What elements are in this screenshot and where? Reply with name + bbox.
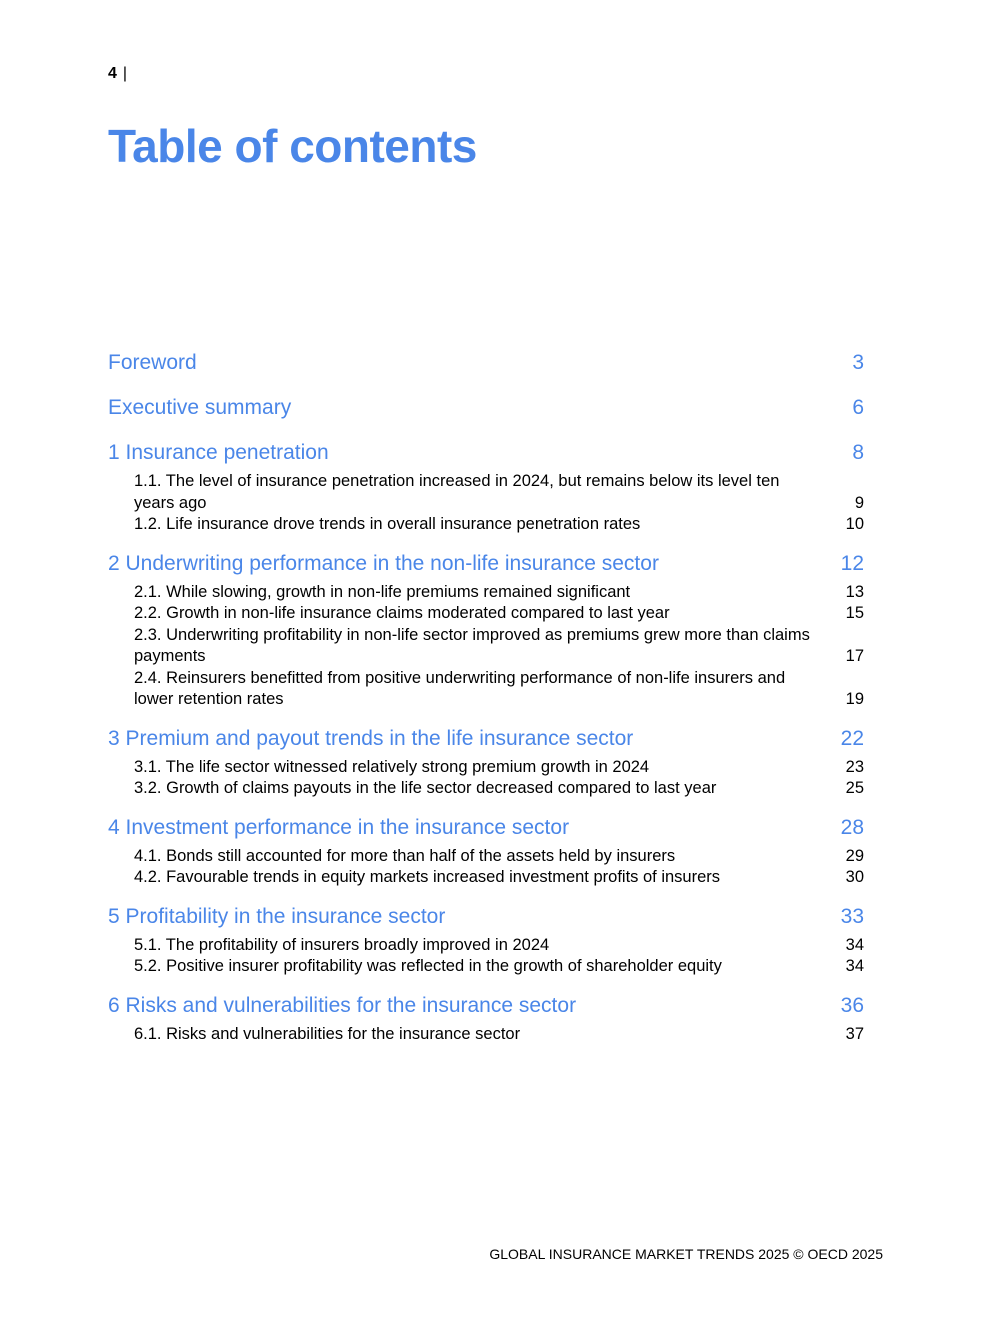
- toc-entry-page-number: 6: [852, 396, 864, 419]
- toc-entry-page-number: 33: [840, 904, 864, 928]
- toc-entry-label: 1.2. Life insurance drove trends in overall insurance penetration rates: [134, 515, 641, 533]
- toc-entry-page-number: 34: [845, 957, 864, 975]
- toc-entry-page-number: 23: [845, 757, 864, 776]
- toc-entry-label: 3 Premium and payout trends in the life insurance sector: [108, 726, 634, 750]
- toc-section-entry[interactable]: [108, 439, 864, 466]
- toc-subsection-entry[interactable]: [108, 582, 864, 604]
- toc-subsection-entry[interactable]: [108, 668, 864, 711]
- toc-section-entry[interactable]: [108, 814, 864, 841]
- toc-entry-label: 2 Underwriting performance in the non-life insurance sector: [108, 551, 659, 575]
- toc-section-entry[interactable]: [108, 903, 864, 930]
- toc-entry-label: 2.2. Growth in non-life insurance claims moderated compared to last year: [134, 604, 670, 622]
- toc-subsection-entry[interactable]: [108, 867, 864, 889]
- toc-entry-page-number: 19: [845, 690, 864, 708]
- toc-entry-page-number: 25: [845, 779, 864, 797]
- toc-entry-page-number: 34: [845, 935, 864, 954]
- toc-subsection-entry[interactable]: [108, 956, 864, 978]
- toc-subsection-entry[interactable]: [108, 514, 864, 536]
- toc-entry-label: 5.1. The profitability of insurers broadly improved in 2024: [134, 935, 550, 954]
- toc-entry-page-number: 8: [852, 441, 864, 464]
- footer-text: GLOBAL INSURANCE MARKET TRENDS 2025 © OECD 2025: [489, 1246, 883, 1262]
- page-number-separator: |: [122, 65, 128, 82]
- toc-entry-page-number: 10: [845, 515, 864, 533]
- toc-entry-page-number: 28: [840, 815, 864, 839]
- toc-entry-label: 5 Profitability in the insurance sector: [108, 904, 446, 928]
- toc-entry-label: 2.1. While slowing, growth in non-life premiums remained significant: [134, 582, 631, 601]
- toc-entry-label: 6 Risks and vulnerabilities for the insurance sector: [108, 993, 577, 1017]
- toc-subsection-entry[interactable]: [108, 935, 864, 957]
- toc-entry-label: 1 Insurance penetration: [108, 441, 329, 464]
- toc-entry-label: 6.1. Risks and vulnerabilities for the insurance sector: [134, 1024, 521, 1043]
- toc-entry-page-number: 9: [854, 493, 864, 512]
- page-title: Table of contents: [108, 120, 477, 172]
- toc-entry-label: 5.2. Positive insurer profitability was reflected in the growth of shareholder equity: [134, 957, 722, 975]
- toc-section-entry[interactable]: [108, 725, 864, 752]
- toc-entry-label: Executive summary: [108, 396, 292, 419]
- toc-entry-page-number: 15: [845, 604, 864, 622]
- toc-section-entry[interactable]: [108, 349, 864, 376]
- toc-subsection-entry[interactable]: [108, 778, 864, 800]
- toc-entry-page-number: 22: [840, 726, 864, 750]
- toc-entry-label: 2.4. Reinsurers benefitted from positive underwriting performance of non-life insurers and lower retention rates: [134, 668, 786, 708]
- toc-entry-page-number: 36: [840, 993, 864, 1017]
- page-header: [108, 64, 127, 84]
- toc-entry-label: 4.2. Favourable trends in equity markets increased investment profits of insurers: [134, 868, 721, 886]
- toc-subsection-entry[interactable]: [108, 471, 864, 514]
- toc-entry-page-number: 29: [845, 846, 864, 865]
- toc-subsection-entry[interactable]: [108, 846, 864, 868]
- page-footer: [489, 1245, 883, 1263]
- toc-entry-label: 1.1. The level of insurance penetration increased in 2024, but remains below its level ten years ago: [134, 472, 780, 512]
- toc-entry-label: 4 Investment performance in the insurance sector: [108, 815, 570, 839]
- toc-section-entry[interactable]: [108, 550, 864, 577]
- toc-section-entry[interactable]: [108, 394, 864, 421]
- toc-entry-label: Foreword: [108, 351, 197, 374]
- toc-entry-page-number: 37: [845, 1024, 864, 1043]
- toc-subsection-entry[interactable]: [108, 625, 864, 668]
- toc-entry-label: 4.1. Bonds still accounted for more than half of the assets held by insurers: [134, 846, 676, 865]
- toc-entry-label: 3.1. The life sector witnessed relatively strong premium growth in 2024: [134, 757, 650, 776]
- toc-entry-page-number: 13: [845, 582, 864, 601]
- toc-section-entry[interactable]: [108, 992, 864, 1019]
- page-number: 4: [108, 65, 117, 82]
- toc-subsection-entry[interactable]: [108, 757, 864, 779]
- toc-entry-label: 2.3. Underwriting profitability in non-life sector improved as premiums grew more than claims payments: [134, 625, 810, 665]
- toc-entry-page-number: 17: [845, 647, 864, 665]
- toc-subsection-entry[interactable]: [108, 603, 864, 625]
- toc-entry-page-number: 3: [852, 351, 864, 374]
- toc-entry-page-number: 12: [840, 551, 864, 575]
- toc-entry-page-number: 30: [845, 868, 864, 886]
- toc-entry-label: 3.2. Growth of claims payouts in the life sector decreased compared to last year: [134, 779, 717, 797]
- toc-subsection-entry[interactable]: [108, 1024, 864, 1046]
- table-of-contents: [108, 349, 864, 1045]
